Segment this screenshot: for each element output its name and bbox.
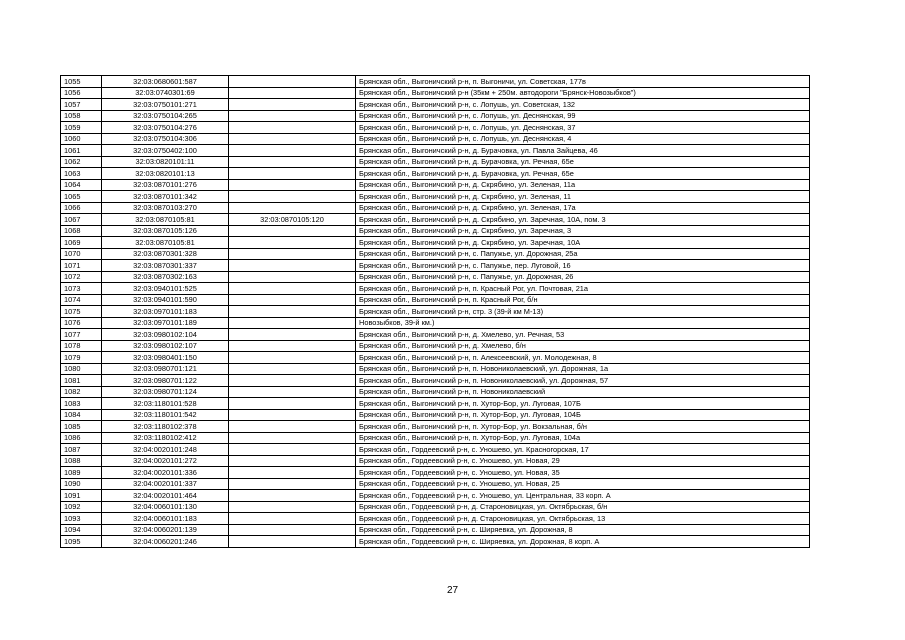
- secondary-cadastral-number-cell: [229, 225, 356, 237]
- table-row: [61, 398, 810, 410]
- table-row: [61, 168, 810, 180]
- address-cell: Брянская обл., Выгоничский р-н, д. Скрябино, ул. Зеленая, 11а: [356, 179, 810, 191]
- cadastral-number-cell: 32:04:0060201:139: [102, 524, 229, 536]
- cadastral-number-cell: 32:03:0750101:271: [102, 99, 229, 111]
- cadastral-number-cell: 32:03:0870301:337: [102, 260, 229, 272]
- address-cell: Брянская обл., Выгоничский р-н, с. Папужье, ул. Дорожная, 26: [356, 271, 810, 283]
- cadastral-number-cell: 32:03:0870105:126: [102, 225, 229, 237]
- table-row: [61, 294, 810, 306]
- table-row: [61, 340, 810, 352]
- table-row: [61, 191, 810, 203]
- table-row: [61, 260, 810, 272]
- registry-table-body: [61, 76, 810, 548]
- cadastral-number-cell: 32:04:0020101:337: [102, 478, 229, 490]
- address-cell: Новозыбков, 39-й км.): [356, 317, 810, 329]
- cadastral-number-cell: 32:03:0970101:189: [102, 317, 229, 329]
- secondary-cadastral-number-cell: [229, 375, 356, 387]
- address-cell: Брянская обл., Выгоничский р-н, д. Хмелево, б/н: [356, 340, 810, 352]
- secondary-cadastral-number-cell: [229, 467, 356, 479]
- secondary-cadastral-number-cell: [229, 363, 356, 375]
- table-row: [61, 513, 810, 525]
- table-row: [61, 225, 810, 237]
- row-number-cell: 1063: [61, 168, 102, 180]
- table-row: [61, 467, 810, 479]
- address-cell: Брянская обл., Выгоничский р-н (35км + 250м. автодороги "Брянск-Новозыбков"): [356, 87, 810, 99]
- cadastral-number-cell: 32:03:1180101:528: [102, 398, 229, 410]
- cadastral-number-cell: 32:04:0020101:272: [102, 455, 229, 467]
- row-number-cell: 1073: [61, 283, 102, 295]
- row-number-cell: 1075: [61, 306, 102, 318]
- page-number: 27: [446, 585, 459, 596]
- cadastral-number-cell: 32:03:0980102:107: [102, 340, 229, 352]
- secondary-cadastral-number-cell: [229, 478, 356, 490]
- address-cell: Брянская обл., Гордеевский р-н, с. Уношево, ул. Красногорская, 17: [356, 444, 810, 456]
- cadastral-number-cell: 32:04:0060101:130: [102, 501, 229, 513]
- address-cell: Брянская обл., Выгоничский р-н, стр. 3 (39-й км М-13): [356, 306, 810, 318]
- table-row: [61, 352, 810, 364]
- secondary-cadastral-number-cell: [229, 179, 356, 191]
- secondary-cadastral-number-cell: [229, 294, 356, 306]
- cadastral-number-cell: 32:03:0970101:183: [102, 306, 229, 318]
- table-row: [61, 363, 810, 375]
- address-cell: Брянская обл., Гордеевский р-н, д. Староновицкая, ул. Октябрьская, б/н: [356, 501, 810, 513]
- address-cell: Брянская обл., Выгоничский р-н, д. Скрябино, ул. Заречная, 10А, пом. 3: [356, 214, 810, 226]
- table-row: [61, 145, 810, 157]
- cadastral-number-cell: 32:03:0980701:124: [102, 386, 229, 398]
- secondary-cadastral-number-cell: [229, 156, 356, 168]
- row-number-cell: 1058: [61, 110, 102, 122]
- row-number-cell: 1088: [61, 455, 102, 467]
- table-row: [61, 99, 810, 111]
- secondary-cadastral-number-cell: [229, 352, 356, 364]
- secondary-cadastral-number-cell: [229, 191, 356, 203]
- cadastral-number-cell: 32:03:0750104:276: [102, 122, 229, 134]
- cadastral-number-cell: 32:03:0980102:104: [102, 329, 229, 341]
- row-number-cell: 1080: [61, 363, 102, 375]
- table-row: [61, 214, 810, 226]
- address-cell: Брянская обл., Гордеевский р-н, с. Уношево, ул. Новая, 25: [356, 478, 810, 490]
- row-number-cell: 1091: [61, 490, 102, 502]
- secondary-cadastral-number-cell: [229, 501, 356, 513]
- address-cell: Брянская обл., Выгоничский р-н, с. Папужье, ул. Дорожная, 25а: [356, 248, 810, 260]
- table-row: [61, 271, 810, 283]
- row-number-cell: 1060: [61, 133, 102, 145]
- cadastral-number-cell: 32:03:1180102:412: [102, 432, 229, 444]
- address-cell: Брянская обл., Гордеевский р-н, с. Ширяевка, ул. Дорожная, 8: [356, 524, 810, 536]
- address-cell: Брянская обл., Гордеевский р-н, с. Уношево, ул. Центральная, 33 корп. А: [356, 490, 810, 502]
- address-cell: Брянская обл., Выгоничский р-н, п. Хутор-Бор, ул. Вокзальная, б/н: [356, 421, 810, 433]
- table-row: [61, 317, 810, 329]
- address-cell: Брянская обл., Гордеевский р-н, с. Ширяевка, ул. Дорожная, 8 корп. А: [356, 536, 810, 548]
- secondary-cadastral-number-cell: [229, 110, 356, 122]
- address-cell: Брянская обл., Гордеевский р-н, д. Староновицкая, ул. Октябрьская, 13: [356, 513, 810, 525]
- row-number-cell: 1064: [61, 179, 102, 191]
- row-number-cell: 1089: [61, 467, 102, 479]
- table-row: [61, 110, 810, 122]
- row-number-cell: 1059: [61, 122, 102, 134]
- address-cell: Брянская обл., Выгоничский р-н, д. Бурачовка, ул. Речная, 65е: [356, 156, 810, 168]
- address-cell: Брянская обл., Гордеевский р-н, с. Уношево, ул. Новая, 29: [356, 455, 810, 467]
- cadastral-number-cell: 32:04:0060201:246: [102, 536, 229, 548]
- table-row: [61, 444, 810, 456]
- row-number-cell: 1072: [61, 271, 102, 283]
- address-cell: Брянская обл., Выгоничский р-н, д. Скрябино, ул. Заречная, 10А: [356, 237, 810, 249]
- secondary-cadastral-number-cell: [229, 237, 356, 249]
- table-row: [61, 524, 810, 536]
- secondary-cadastral-number-cell: [229, 398, 356, 410]
- cadastral-number-cell: 32:03:0870301:328: [102, 248, 229, 260]
- row-number-cell: 1076: [61, 317, 102, 329]
- row-number-cell: 1057: [61, 99, 102, 111]
- row-number-cell: 1066: [61, 202, 102, 214]
- cadastral-number-cell: 32:03:0750104:306: [102, 133, 229, 145]
- cadastral-number-cell: 32:03:0980401:150: [102, 352, 229, 364]
- secondary-cadastral-number-cell: [229, 122, 356, 134]
- address-cell: Брянская обл., Выгоничский р-н, д. Скрябино, ул. Зеленая, 11: [356, 191, 810, 203]
- secondary-cadastral-number-cell: [229, 168, 356, 180]
- row-number-cell: 1094: [61, 524, 102, 536]
- table-row: [61, 501, 810, 513]
- address-cell: Брянская обл., Выгоничский р-н, п. Красный Рог, ул. Почтовая, 21а: [356, 283, 810, 295]
- secondary-cadastral-number-cell: [229, 340, 356, 352]
- cadastral-number-cell: 32:04:0020101:248: [102, 444, 229, 456]
- table-row: [61, 536, 810, 548]
- row-number-cell: 1062: [61, 156, 102, 168]
- row-number-cell: 1086: [61, 432, 102, 444]
- table-row: [61, 87, 810, 99]
- table-row: [61, 133, 810, 145]
- row-number-cell: 1078: [61, 340, 102, 352]
- registry-table: [60, 75, 810, 548]
- secondary-cadastral-number-cell: [229, 87, 356, 99]
- secondary-cadastral-number-cell: [229, 536, 356, 548]
- cadastral-number-cell: 32:03:0980701:122: [102, 375, 229, 387]
- table-row: [61, 490, 810, 502]
- cadastral-number-cell: 32:03:0820101:11: [102, 156, 229, 168]
- table-row: [61, 329, 810, 341]
- secondary-cadastral-number-cell: [229, 490, 356, 502]
- table-row: [61, 283, 810, 295]
- table-row: [61, 375, 810, 387]
- table-row: [61, 237, 810, 249]
- row-number-cell: 1087: [61, 444, 102, 456]
- address-cell: Брянская обл., Выгоничский р-н, п. Хутор-Бор, ул. Луговая, 107Б: [356, 398, 810, 410]
- row-number-cell: 1082: [61, 386, 102, 398]
- cadastral-number-cell: 32:03:0870302:163: [102, 271, 229, 283]
- address-cell: Брянская обл., Выгоничский р-н, п. Выгоничи, ул. Советская, 177в: [356, 76, 810, 88]
- secondary-cadastral-number-cell: [229, 317, 356, 329]
- address-cell: Брянская обл., Выгоничский р-н, д. Хмелево, ул. Речная, 53: [356, 329, 810, 341]
- row-number-cell: 1092: [61, 501, 102, 513]
- row-number-cell: 1061: [61, 145, 102, 157]
- address-cell: Брянская обл., Выгоничский р-н, д. Скрябино, ул. Заречная, 3: [356, 225, 810, 237]
- row-number-cell: 1084: [61, 409, 102, 421]
- row-number-cell: 1067: [61, 214, 102, 226]
- cadastral-number-cell: 32:03:1180101:542: [102, 409, 229, 421]
- row-number-cell: 1083: [61, 398, 102, 410]
- row-number-cell: 1090: [61, 478, 102, 490]
- table-row: [61, 432, 810, 444]
- row-number-cell: 1056: [61, 87, 102, 99]
- table-row: [61, 409, 810, 421]
- cadastral-number-cell: 32:04:0020101:336: [102, 467, 229, 479]
- row-number-cell: 1079: [61, 352, 102, 364]
- secondary-cadastral-number-cell: [229, 260, 356, 272]
- cadastral-number-cell: 32:03:0940101:525: [102, 283, 229, 295]
- secondary-cadastral-number-cell: [229, 329, 356, 341]
- address-cell: Брянская обл., Выгоничский р-н, с. Лопушь, ул. Деснянская, 4: [356, 133, 810, 145]
- address-cell: Брянская обл., Выгоничский р-н, д. Скрябино, ул. Зеленая, 17а: [356, 202, 810, 214]
- cadastral-number-cell: 32:03:0870105:81: [102, 237, 229, 249]
- row-number-cell: 1065: [61, 191, 102, 203]
- cadastral-number-cell: 32:03:0750104:265: [102, 110, 229, 122]
- table-row: [61, 386, 810, 398]
- secondary-cadastral-number-cell: [229, 271, 356, 283]
- secondary-cadastral-number-cell: [229, 248, 356, 260]
- secondary-cadastral-number-cell: [229, 145, 356, 157]
- secondary-cadastral-number-cell: [229, 306, 356, 318]
- secondary-cadastral-number-cell: 32:03:0870105:120: [229, 214, 356, 226]
- row-number-cell: 1093: [61, 513, 102, 525]
- table-row: [61, 455, 810, 467]
- secondary-cadastral-number-cell: [229, 455, 356, 467]
- cadastral-number-cell: 32:03:0870103:270: [102, 202, 229, 214]
- cadastral-number-cell: 32:03:0750402:100: [102, 145, 229, 157]
- table-row: [61, 306, 810, 318]
- row-number-cell: 1055: [61, 76, 102, 88]
- secondary-cadastral-number-cell: [229, 99, 356, 111]
- address-cell: Брянская обл., Выгоничский р-н, с. Лопушь, ул. Советская, 132: [356, 99, 810, 111]
- secondary-cadastral-number-cell: [229, 386, 356, 398]
- secondary-cadastral-number-cell: [229, 76, 356, 88]
- secondary-cadastral-number-cell: [229, 133, 356, 145]
- address-cell: Брянская обл., Выгоничский р-н, п. Новониколаевский, ул. Дорожная, 1а: [356, 363, 810, 375]
- row-number-cell: 1095: [61, 536, 102, 548]
- address-cell: Брянская обл., Выгоничский р-н, п. Красный Рог, б/н: [356, 294, 810, 306]
- cadastral-number-cell: 32:03:0740301:69: [102, 87, 229, 99]
- address-cell: Брянская обл., Выгоничский р-н, с. Папужье, пер. Луговой, 16: [356, 260, 810, 272]
- cadastral-number-cell: 32:04:0020101:464: [102, 490, 229, 502]
- cadastral-number-cell: 32:03:1180102:378: [102, 421, 229, 433]
- address-cell: Брянская обл., Выгоничский р-н, д. Бурачовка, ул. Речная, 65е: [356, 168, 810, 180]
- address-cell: Брянская обл., Выгоничский р-н, п. Алексеевский, ул. Молодежная, 8: [356, 352, 810, 364]
- cadastral-number-cell: 32:03:0940101:590: [102, 294, 229, 306]
- table-row: [61, 156, 810, 168]
- row-number-cell: 1074: [61, 294, 102, 306]
- address-cell: Брянская обл., Выгоничский р-н, с. Лопушь, ул. Деснянская, 37: [356, 122, 810, 134]
- secondary-cadastral-number-cell: [229, 524, 356, 536]
- address-cell: Брянская обл., Выгоничский р-н, п. Хутор-Бор, ул. Луговая, 104а: [356, 432, 810, 444]
- secondary-cadastral-number-cell: [229, 202, 356, 214]
- secondary-cadastral-number-cell: [229, 513, 356, 525]
- cadastral-number-cell: 32:03:0870105:81: [102, 214, 229, 226]
- row-number-cell: 1085: [61, 421, 102, 433]
- cadastral-number-cell: 32:03:0870101:342: [102, 191, 229, 203]
- table-row: [61, 122, 810, 134]
- cadastral-number-cell: 32:03:0870101:276: [102, 179, 229, 191]
- cadastral-number-cell: 32:03:0820101:13: [102, 168, 229, 180]
- table-row: [61, 202, 810, 214]
- address-cell: Брянская обл., Выгоничский р-н, п. Хутор-Бор, ул. Луговая, 104Б: [356, 409, 810, 421]
- table-row: [61, 248, 810, 260]
- row-number-cell: 1070: [61, 248, 102, 260]
- table-row: [61, 478, 810, 490]
- address-cell: Брянская обл., Выгоничский р-н, п. Новониколаевский: [356, 386, 810, 398]
- address-cell: Брянская обл., Выгоничский р-н, п. Новониколаевский, ул. Дорожная, 57: [356, 375, 810, 387]
- row-number-cell: 1068: [61, 225, 102, 237]
- address-cell: Брянская обл., Выгоничский р-н, д. Бурачовка, ул. Павла Зайцева, 46: [356, 145, 810, 157]
- row-number-cell: 1077: [61, 329, 102, 341]
- secondary-cadastral-number-cell: [229, 432, 356, 444]
- secondary-cadastral-number-cell: [229, 444, 356, 456]
- table-row: [61, 76, 810, 88]
- row-number-cell: 1081: [61, 375, 102, 387]
- secondary-cadastral-number-cell: [229, 409, 356, 421]
- cadastral-number-cell: 32:04:0060101:183: [102, 513, 229, 525]
- address-cell: Брянская обл., Выгоничский р-н, с. Лопушь, ул. Деснянская, 99: [356, 110, 810, 122]
- address-cell: Брянская обл., Гордеевский р-н, с. Уношево, ул. Новая, 35: [356, 467, 810, 479]
- table-row: [61, 421, 810, 433]
- row-number-cell: 1071: [61, 260, 102, 272]
- table-row: [61, 179, 810, 191]
- secondary-cadastral-number-cell: [229, 421, 356, 433]
- cadastral-number-cell: 32:03:0680601:587: [102, 76, 229, 88]
- row-number-cell: 1069: [61, 237, 102, 249]
- secondary-cadastral-number-cell: [229, 283, 356, 295]
- cadastral-number-cell: 32:03:0980701:121: [102, 363, 229, 375]
